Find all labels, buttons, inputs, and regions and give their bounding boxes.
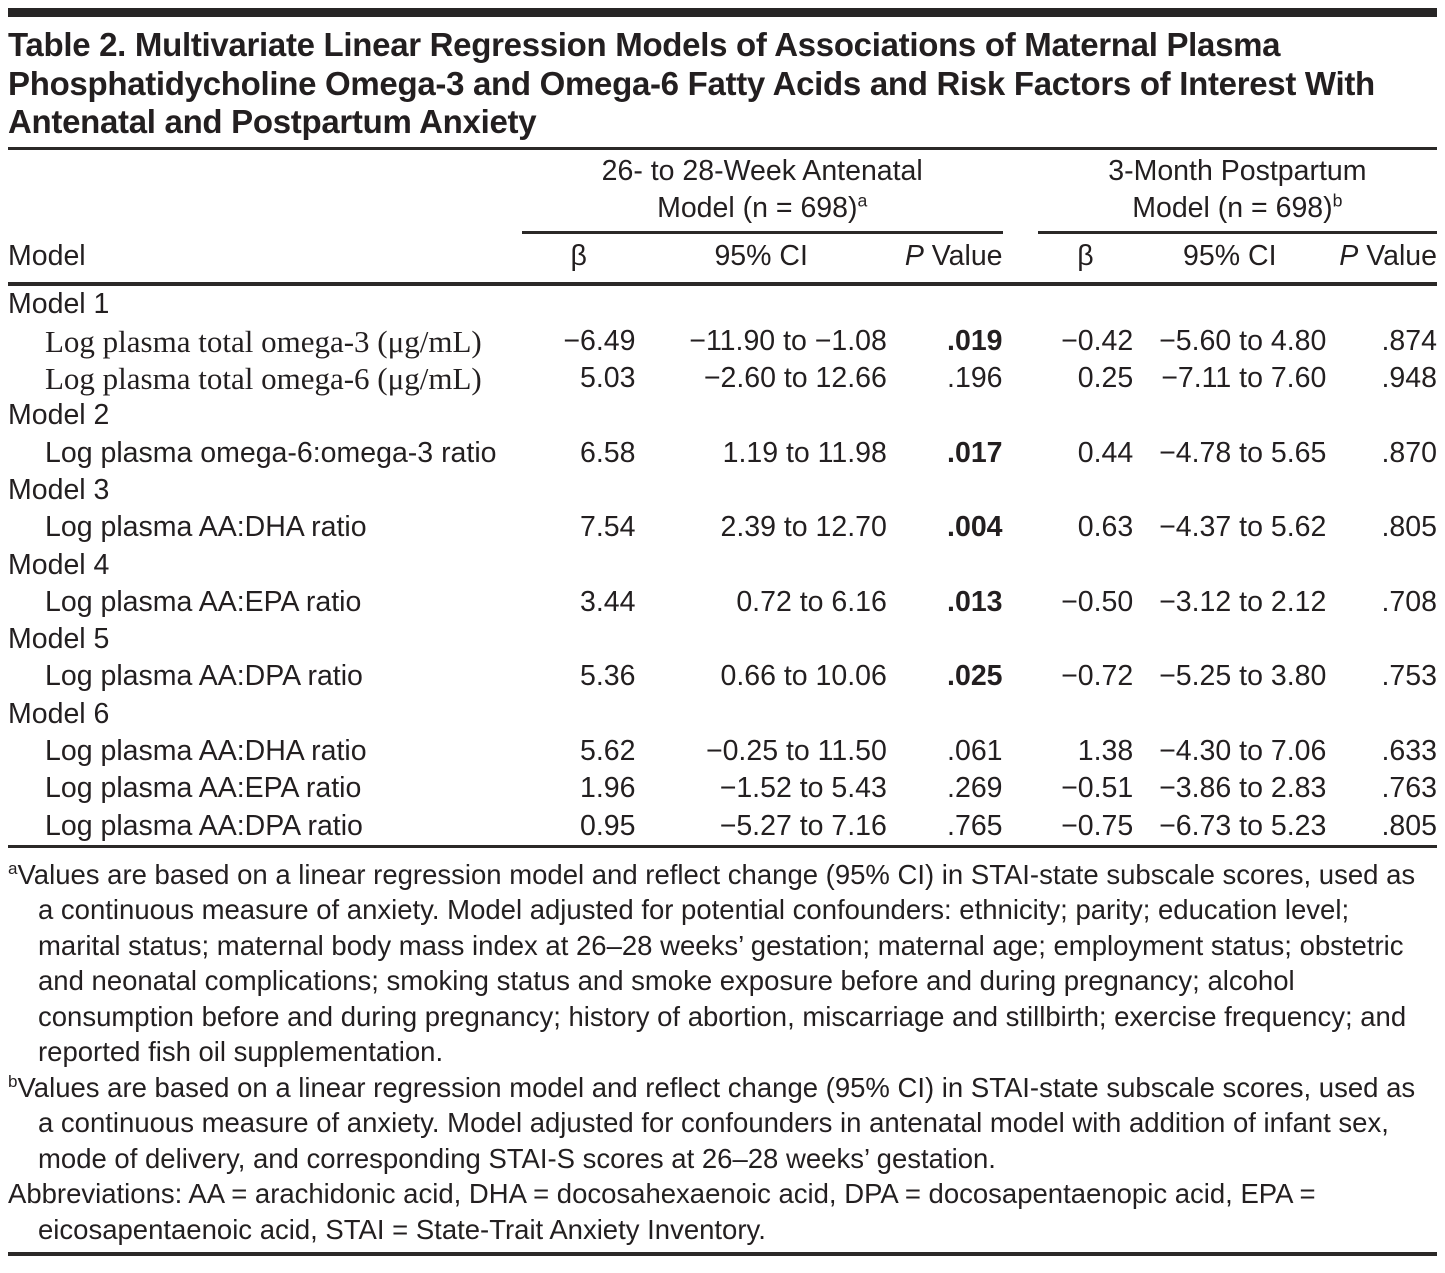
model-group-row [8, 547, 1437, 584]
postpartum-ci-value: −3.86 to 2.83 [1159, 772, 1327, 805]
model-group-label: Model 2 [8, 399, 110, 432]
regression-table [8, 150, 1437, 848]
postpartum-beta-value: −0.50 [1061, 585, 1134, 618]
row-column-gap [1003, 323, 1038, 360]
postpartum-pvalue: .805 [1381, 511, 1437, 544]
subheader-column-gap [1003, 232, 1038, 284]
antenatal-beta-value: 1.96 [580, 772, 636, 805]
antenatal-ci-value: 0.66 to 10.06 [720, 660, 887, 693]
footnote-b: $^b$Values are based on a linear regression model and reflect change (95% CI) in STAI-state subscale scores, used as a continuous measure of anxiety. Model adjusted for confounders in antenatal model with addition of infant sex, mode of delivery, and corresponding STAI-S scores at 26–28 weeks’ gestation. [8, 1071, 1416, 1174]
p-rest: Value [923, 239, 1003, 272]
model-group-row [8, 397, 1437, 434]
row-label: Log plasma AA:DPA ratio [45, 660, 363, 693]
antenatal-beta-header: β [522, 232, 636, 284]
postpartum-pvalue: .753 [1381, 660, 1437, 693]
postpartum-ci-value: −7.11 to 7.60 [1161, 362, 1327, 395]
model-data-row [8, 435, 1437, 472]
model-data-row [8, 509, 1437, 546]
antenatal-ci-value: −11.90 to −1.08 [689, 324, 887, 357]
antenatal-ci-value: −2.60 to 12.66 [703, 362, 887, 395]
model-group-label: Model 5 [8, 623, 110, 656]
postpartum-beta-header: β [1038, 232, 1134, 284]
antenatal-ci-value: −0.25 to 11.50 [705, 735, 887, 768]
row-column-gap [1003, 360, 1038, 397]
footnotes-section [8, 857, 1437, 1248]
antenatal-beta-value: 5.03 [580, 362, 636, 395]
postpartum-pvalue: .874 [1381, 324, 1437, 357]
row-label: Log plasma AA:DHA ratio [45, 511, 367, 544]
model-data-row [8, 808, 1437, 847]
model-group-row [8, 284, 1437, 323]
antenatal-ci-value: 2.39 to 12.70 [720, 511, 887, 544]
postpartum-beta-value: 1.38 [1077, 735, 1134, 768]
table-title: Table 2. Multivariate Linear Regression Models of Associations of Maternal Plasma Phosphatidycholine Omega-3 and Omega-6 Fatty Acids and Risk Factors of Interest With Antenatal and Postpartum Anxiety [8, 26, 1375, 140]
postpartum-beta-value: 0.63 [1077, 511, 1134, 544]
postpartum-pvalue: .805 [1326, 808, 1437, 847]
antenatal-group-header [522, 150, 1003, 233]
footnote-marker: b [8, 1071, 18, 1091]
row-column-gap [1003, 770, 1038, 807]
antenatal-ci-value: 0.72 to 6.16 [736, 585, 887, 618]
postpartum-beta-value: −0.72 [1061, 660, 1134, 693]
antenatal-beta-value: 7.54 [580, 511, 636, 544]
row-column-gap [1003, 584, 1038, 621]
row-column-gap [1003, 733, 1038, 770]
postpartum-pvalue: .870 [1381, 436, 1437, 469]
p-italic: P [904, 239, 924, 272]
row-label: Log plasma AA:DPA ratio [8, 808, 522, 847]
model-group-label: Model 6 [8, 697, 110, 730]
postpartum-group-line2: Model (n = 698) [1132, 191, 1333, 224]
antenatal-footnote-mark: a [857, 190, 868, 210]
postpartum-beta-value: −0.42 [1061, 324, 1134, 357]
model-data-row [8, 770, 1437, 807]
antenatal-pvalue: .013 [947, 585, 1003, 618]
antenatal-beta-value: −6.49 [563, 324, 636, 357]
bottom-rule-bar [8, 1252, 1437, 1256]
model-group-row [8, 621, 1437, 658]
antenatal-beta-value: 5.62 [580, 735, 636, 768]
antenatal-pvalue: .025 [947, 660, 1003, 693]
postpartum-beta-value: −0.75 [1038, 808, 1134, 847]
column-group-row [8, 150, 1437, 233]
antenatal-ci-value: −5.27 to 7.16 [635, 808, 886, 847]
table-header [8, 150, 1437, 284]
row-column-gap [1003, 808, 1038, 847]
antenatal-beta-value: 0.95 [522, 808, 636, 847]
row-column-gap [1003, 658, 1038, 695]
postpartum-group-line1: 3-Month Postpartum [1108, 154, 1367, 187]
row-label: Log plasma total omega-3 (μg/mL) [45, 323, 482, 359]
postpartum-ci-value: −4.30 to 7.06 [1159, 735, 1327, 768]
antenatal-pvalue: .269 [947, 772, 1003, 805]
postpartum-ci-value: −4.37 to 5.62 [1159, 511, 1327, 544]
postpartum-pvalue: .763 [1381, 772, 1437, 805]
model-group-row [8, 472, 1437, 509]
model-data-row [8, 323, 1437, 360]
postpartum-pvalue: .633 [1381, 735, 1437, 768]
row-column-gap [1003, 435, 1038, 472]
row-label: Log plasma AA:EPA ratio [45, 772, 362, 805]
model-data-row [8, 360, 1437, 397]
antenatal-pvalue: .765 [887, 808, 1003, 847]
postpartum-ci-value: −4.78 to 5.65 [1159, 436, 1327, 469]
antenatal-beta-value: 5.36 [580, 660, 636, 693]
antenatal-ci-value: 1.19 to 11.98 [722, 436, 887, 469]
postpartum-beta-value: −0.51 [1061, 772, 1134, 805]
postpartum-pvalue: .948 [1381, 362, 1437, 395]
antenatal-pvalue: .061 [947, 735, 1003, 768]
row-label: Log plasma AA:EPA ratio [45, 585, 362, 618]
antenatal-pvalue-header [887, 232, 1003, 284]
postpartum-pvalue: .708 [1381, 585, 1437, 618]
footnote-a: $^a$Values are based on a linear regression model and reflect change (95% CI) in STAI-state subscale scores, used as a continuous measure of anxiety. Model adjusted for potential confounders: ethnicity; parity; education level; marital status; maternal body mass index at 26–28 weeks’ gestation; maternal age; employment status; obstetric and neonatal complications; smoking status and smoke exposure before and during pregnancy; alcohol consumption before and during pregnancy; history of abortion, miscarriage and stillbirth; exercise frequency; and reported fish oil supplementation. [8, 858, 1416, 1068]
model-data-row [8, 658, 1437, 695]
model-group-label: Model 3 [8, 473, 110, 506]
table-body [8, 284, 1437, 847]
model-group-row [8, 696, 1437, 733]
antenatal-pvalue: .196 [947, 362, 1003, 395]
antenatal-group-line1: 26- to 28-Week Antenatal [601, 154, 923, 187]
footnote-marker: a [8, 858, 18, 878]
model-group-label: Model 4 [8, 548, 110, 581]
antenatal-ci-header: 95% CI [635, 232, 886, 284]
top-rule-bar [8, 8, 1437, 17]
model-column-header: Model [8, 150, 522, 284]
row-label: Log plasma total omega-6 (μg/mL) [45, 361, 482, 397]
postpartum-ci-value: −6.73 to 5.23 [1133, 808, 1326, 847]
postpartum-beta-value: 0.44 [1077, 436, 1134, 469]
p-italic: P [1339, 239, 1359, 272]
postpartum-pvalue-header [1326, 232, 1437, 284]
postpartum-footnote-mark: b [1332, 190, 1343, 210]
header-column-gap [1003, 150, 1038, 233]
antenatal-ci-value: −1.52 to 5.43 [719, 772, 887, 805]
postpartum-group-header [1038, 150, 1437, 233]
paper-table-page [0, 8, 1445, 1256]
model-data-row [8, 733, 1437, 770]
row-label: Log plasma omega-6:omega-3 ratio [45, 436, 497, 469]
antenatal-group-line2: Model (n = 698) [657, 191, 858, 224]
postpartum-ci-value: −5.25 to 3.80 [1159, 660, 1327, 693]
antenatal-beta-value: 3.44 [580, 585, 636, 618]
postpartum-ci-value: −3.12 to 2.12 [1159, 585, 1327, 618]
model-group-label: Model 1 [8, 287, 110, 320]
postpartum-beta-value: 0.25 [1077, 362, 1134, 395]
abbreviations-note: Abbreviations: AA = arachidonic acid, DHA = docosahexaenoic acid, DPA = docosapentaenopic acid, EPA = eicosapentaenoic acid, STAI = State-Trait Anxiety Inventory. [8, 1178, 1316, 1245]
row-label: Log plasma AA:DHA ratio [45, 735, 367, 768]
antenatal-pvalue: .017 [947, 436, 1003, 469]
row-column-gap [1003, 509, 1038, 546]
p-rest: Value [1358, 239, 1437, 272]
antenatal-pvalue: .019 [947, 324, 1003, 357]
postpartum-ci-header: 95% CI [1133, 232, 1326, 284]
model-data-row [8, 584, 1437, 621]
antenatal-pvalue: .004 [947, 511, 1003, 544]
antenatal-beta-value: 6.58 [580, 436, 636, 469]
postpartum-ci-value: −5.60 to 4.80 [1159, 324, 1327, 357]
